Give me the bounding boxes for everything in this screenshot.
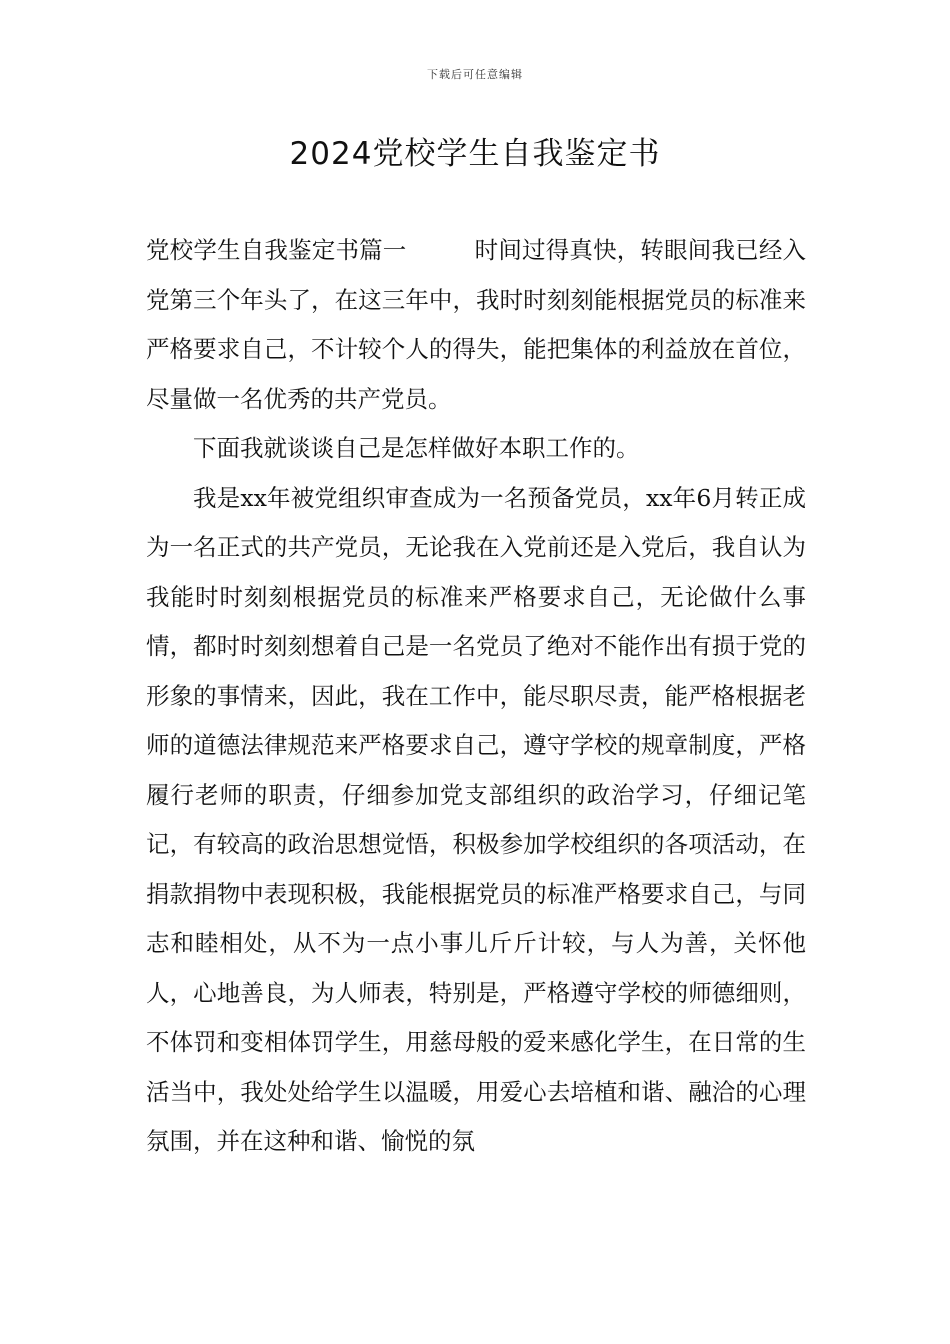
paragraph-1 (146, 226, 806, 424)
section-heading: 党校学生自我鉴定书篇一 (146, 236, 407, 264)
paragraph-3: 我是xx年被党组织审查成为一名预备党员，xx年6月转正成为一名正式的共产党员，无论我在入党前还是入党后，我自认为我能时时刻刻根据党员的标准来严格要求自己，无论做什么事情，都时时刻刻想着自己是一名党员了绝对不能作出有损于党的形象的事情来，因此，我在工作中，能尽职尽责，能严格根据老师的道德法律规范来严格要求自己，遵守学校的规章制度，严格履行老师的职责，仔细参加党支部组织的政治学习，仔细记笔记，有较高的政治思想觉悟，积极参加学校组织的各项活动，在捐款捐物中表现积极，我能根据党员的标准严格要求自己，与同志和睦相处，从不为一点小事儿斤斤计较，与人为善，关怀他人，心地善良，为人师表，特别是，严格遵守学校的师德细则，不体罚和变相体罚学生，用慈母般的爱来感化学生，在日常的生活当中，我处处给学生以温暖，用爱心去培植和谐、融洽的心理氛围，并在这种和谐、愉悦的氛 (146, 483, 806, 1155)
document-title: 2024党校学生自我鉴定书 (289, 136, 661, 172)
document-body (146, 226, 806, 1167)
paragraph-1-text: 时间过得真快，转眼间我已经入党第三个年头了，在这三年中，我时时刻刻能根据党员的标准来严格要求自己，不计较个人的得失，能把集体的利益放在首位，尽量做一名优秀的共产党员。 (146, 236, 807, 413)
paragraph-2: 下面我就谈谈自己是怎样做好本职工作的。 (193, 434, 640, 462)
header-note: 下载后可任意编辑 (427, 68, 523, 81)
